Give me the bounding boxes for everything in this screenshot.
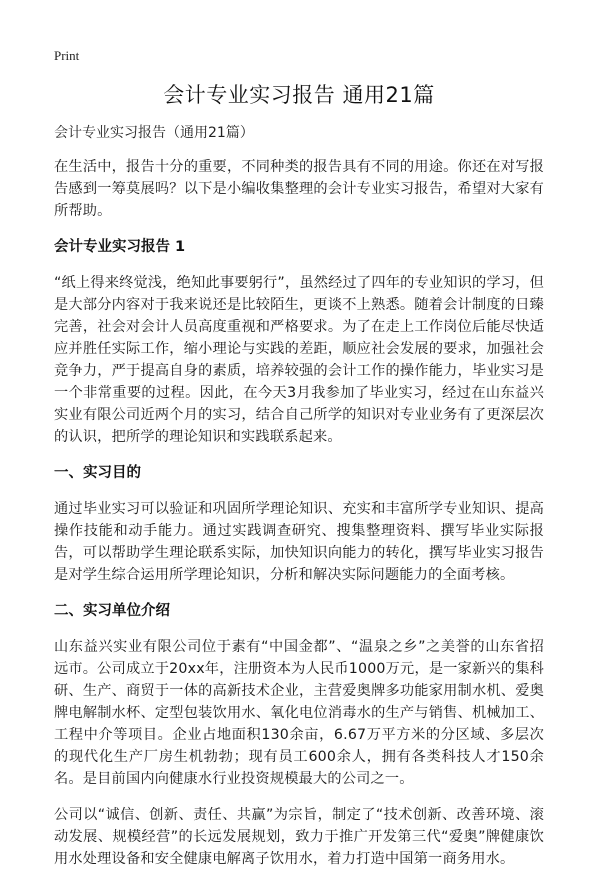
spacer — [54, 258, 544, 272]
page-title: 会计专业实习报告 通用21篇 — [163, 83, 435, 107]
section-purpose-paragraph: 通过毕业实习可以验证和巩固所学理论知识、充实和丰富所学专业知识、提高操作技能和动手能力。通过实践调查研究、搜集整理资料、撰写毕业实际报告，可以帮助学生理论联系实际，加快知识向能力的转化，撰写毕业实习报告是对学生综合运用所学理论知识，分析和解决实际问题能力的全面考核。 — [54, 501, 544, 583]
section-company-paragraph-2: 公司以“诚信、创新、责任、共赢”为宗旨，制定了“技术创新、改善环境、滚动发展、规模经营”的长远发展规划，致力于推广开发第三代“爱奥”牌健康饮用水处理设备和安全健康电解离子饮用水，着力打造中国第一商务用水。 — [54, 807, 544, 867]
spacer — [54, 222, 544, 236]
spacer — [54, 484, 544, 498]
document-page — [54, 46, 544, 870]
spacer — [54, 622, 544, 636]
document-subtitle: 会计专业实习报告（通用21篇） — [54, 125, 254, 141]
report-1-heading: 会计专业实习报告 1 — [54, 239, 186, 255]
section-purpose-heading: 一、实习目的 — [54, 465, 141, 481]
spacer — [54, 144, 544, 156]
report-1-paragraph: “纸上得来终觉浅，绝知此事要躬行”，虽然经过了四年的专业知识的学习，但是大部分内容对于我来说还是比较陌生，更谈不上熟悉。随着会计制度的日臻完善，社会对会计人员高度重视和严格要求。为了在走上工作岗位后能尽快适应并胜任实际工作，缩小理论与实践的差距，顺应社会发展的要求，加强社会竞争力，严于提高自身的素质，培养较强的会计工作的操作能力，毕业实习是一个非常重要的过程。因此，在今天3月我参加了毕业实习，经过在山东益兴实业有限公司近两个月的实习，结合自己所学的知识对专业业务有了更深层次的认识，把所学的理论知识和实践联系起来。 — [54, 275, 544, 445]
section-company-heading: 二、实习单位介绍 — [54, 603, 170, 619]
spacer — [54, 586, 544, 600]
intro-paragraph: 在生活中，报告十分的重要，不同种类的报告具有不同的用途。你还在对写报告感到一筹莫展吗？以下是小编收集整理的会计专业实习报告，希望对大家有所帮助。 — [54, 159, 544, 219]
spacer — [54, 448, 544, 462]
print-link[interactable]: Print — [54, 48, 80, 63]
spacer — [54, 790, 544, 804]
section-company-paragraph-1: 山东益兴实业有限公司位于素有“中国金都”、“温泉之乡”之美誉的山东省招远市。公司成立于20xx年，注册资本为人民币1000万元，是一家新兴的集科研、生产、商贸于一体的高新技术企业，主营爱奥牌多功能家用制水机、爱奥牌电解制水杯、定型包装饮用水、氧化电位消毒水的生产与销售、机械加工、工程中介等项目。企业占地面积130余亩，6.67万平方米的分区域、多层次的现代化生产厂房生机勃勃；现有员工600余人，拥有各类科技人才150余名。是目前国内向健康水行业投资规模最大的公司之一。 — [54, 639, 544, 787]
